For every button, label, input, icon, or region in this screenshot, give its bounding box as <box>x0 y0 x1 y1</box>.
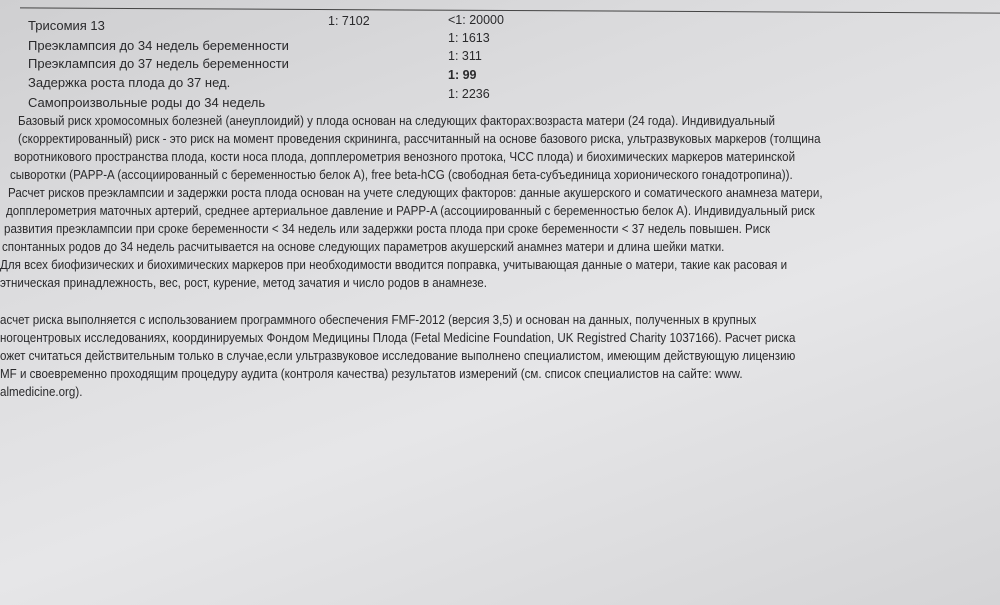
risk-label: Самопроизвольные роды до 34 недель <box>28 95 266 110</box>
risk-value-1: 1: 7102 <box>328 14 370 28</box>
risk-label: Трисомия 13 <box>28 18 105 33</box>
text-line: Базовый риск хромосомных болезней (анеуплоидий) у плода основан на следующих факторах:возраста матери (24 года). Индивидуальный <box>18 114 776 128</box>
text-line: almedicine.org). <box>0 385 83 399</box>
text-line: ожет считаться действительным только в случае,если ультразвуковое исследование выполнено специалистом, имеющим действующую лицензию <box>0 349 796 363</box>
text-line: Для всех биофизических и биохимических маркеров при необходимости вводится поправка, учитывающая данные о матери, такие как расовая и <box>0 258 788 272</box>
risk-label: Преэклампсия до 37 недель беременности <box>28 56 289 71</box>
risk-value-2: 1: 2236 <box>448 87 490 101</box>
divider <box>20 7 1000 13</box>
text-line: развития преэклампсии при сроке беременности < 34 недель или задержки роста плода при сроке беременности < 37 недель повышен. Риск <box>4 222 771 236</box>
risk-value-2: 1: 311 <box>448 49 482 63</box>
text-line: спонтанных родов до 34 недель расчитывается на основе следующих параметров акушерский анамнез матери и длина шейки матки. <box>2 240 725 254</box>
text-line: допплерометрия маточных артерий, среднее артериальное давление и PAPP-A (ассоциированный с беременностью белок А). Индивидуальный риск <box>6 204 815 218</box>
text-line: MF и своевременно проходящим процедуру аудита (контроля качества) результатов измерений (см. список специалистов на сайте: www. <box>0 367 743 381</box>
text-line: (скорректированный) риск - это риск на момент проведения скрининга, рассчитанный на основе базового риска, ультразвуковых маркеров (толщина <box>18 132 821 146</box>
risk-value-2: 1: 1613 <box>448 31 490 45</box>
risk-label: Задержка роста плода до 37 нед. <box>28 75 231 90</box>
risk-value-2: 1: 99 <box>448 68 477 82</box>
text-line: этническая принадлежность, вес, рост, курение, метод зачатия и число родов в анамнезе. <box>0 276 487 290</box>
text-line: воротникового пространства плода, кости носа плода, допплерометрия венозного протока, ЧСС плода) и биохимических маркеров материнской <box>14 150 796 164</box>
text-line: Расчет рисков преэклампсии и задержки роста плода основан на учете следующих факторов: данные акушерского и соматического анамнеза матери, <box>8 186 823 200</box>
text-line: асчет риска выполняется с использованием программного обеспечения FMF-2012 (версия 3,5) и основан на данных, полученных в крупных <box>0 313 757 327</box>
text-line: ногоцентровых исследованиях, координируемых Фондом Медицины Плода (Fetal Medicine Foundation, UK Registred Charity 1037166). Расчет риска <box>0 331 796 345</box>
risk-label: Преэклампсия до 34 недель беременности <box>28 38 289 53</box>
text-line: сыворотки (PAPP-A (ассоциированный с беременностью белок А), free beta-hCG (свободная бета-субъединица хорионического гонадотропина)). <box>10 168 793 182</box>
risk-value-2: <1: 20000 <box>448 13 504 27</box>
